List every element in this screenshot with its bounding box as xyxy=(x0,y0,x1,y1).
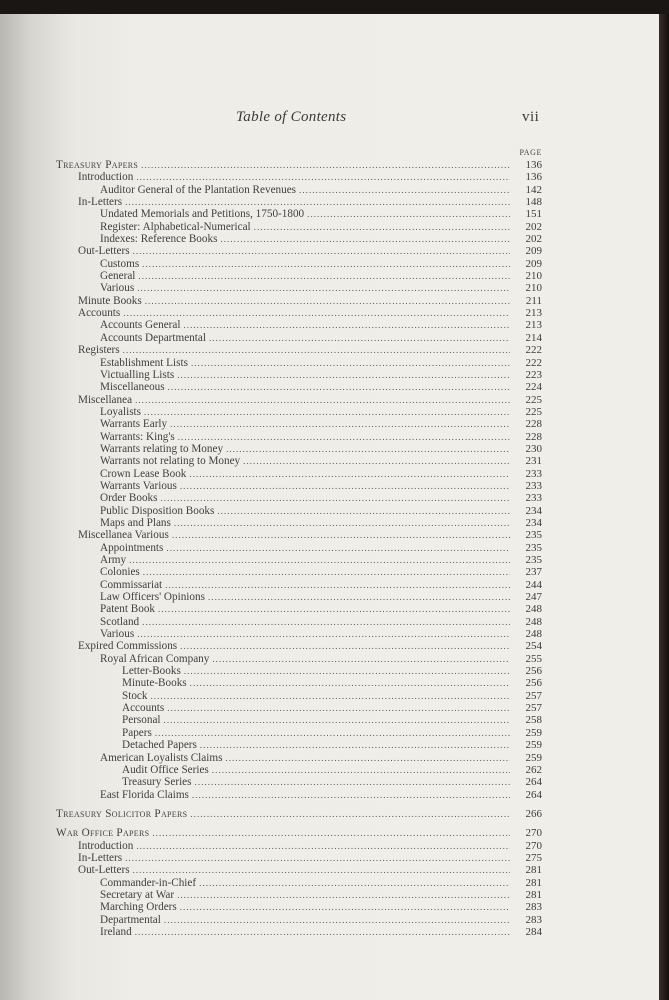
page-number: vii xyxy=(522,109,540,125)
toc-entry-title: War Office Papers xyxy=(56,827,150,840)
toc-entry-page: 283 xyxy=(525,901,542,914)
toc-entry-title: Customs xyxy=(100,257,140,270)
toc-entry-title: In-Letters xyxy=(78,196,123,209)
dot-leader xyxy=(180,901,510,913)
running-header xyxy=(0,109,659,133)
toc-entry-title: Detached Papers xyxy=(122,739,197,752)
dot-leader xyxy=(164,914,510,926)
toc-entry-page: 234 xyxy=(525,516,542,529)
toc-entry-title: Accounts xyxy=(122,702,165,715)
dot-leader xyxy=(225,752,510,764)
dot-leader xyxy=(155,727,510,739)
toc-entry xyxy=(56,653,542,665)
toc-entry-title: Departmental xyxy=(100,913,161,926)
dot-leader xyxy=(209,332,510,344)
toc-entry-page: 233 xyxy=(525,492,542,505)
toc-entry-page: 223 xyxy=(525,368,542,381)
toc-entry xyxy=(56,443,542,455)
toc-entry-title: Papers xyxy=(122,726,152,739)
toc-entry xyxy=(56,406,542,418)
toc-entry-title: Auditor General of the Plantation Revenues xyxy=(100,183,297,196)
toc-entry xyxy=(56,579,542,591)
toc-entry-page: 264 xyxy=(525,788,542,801)
toc-entry-title: Loyalists xyxy=(100,405,142,418)
toc-entry xyxy=(56,808,542,820)
toc-entry-title: General xyxy=(100,270,136,283)
toc-entry-title: Public Disposition Books xyxy=(100,504,215,517)
toc-entry-page: 281 xyxy=(525,888,542,901)
toc-entry-title: Accounts Departmental xyxy=(100,331,206,344)
dot-leader xyxy=(212,764,510,776)
dot-leader xyxy=(243,455,510,467)
dot-leader xyxy=(142,616,510,628)
toc-entry-page: 281 xyxy=(525,864,542,877)
dot-leader xyxy=(180,640,510,652)
dot-leader xyxy=(189,468,510,480)
dot-leader xyxy=(177,369,510,381)
toc-entry xyxy=(56,196,542,208)
toc-entry xyxy=(56,665,542,677)
toc-entry xyxy=(56,789,542,801)
dot-leader xyxy=(123,344,510,356)
toc-entry-page: 234 xyxy=(525,504,542,517)
toc-entry-page: 264 xyxy=(525,776,542,789)
dot-leader xyxy=(212,653,510,665)
toc-entry-page: 235 xyxy=(525,554,542,566)
dot-leader xyxy=(137,282,510,294)
toc-entry-page: 202 xyxy=(525,233,542,246)
toc-entry xyxy=(56,776,542,788)
toc-entry-title: Law Officers' Opinions xyxy=(100,591,205,604)
page-edge-shadow xyxy=(659,14,669,1000)
toc-entry xyxy=(56,332,542,344)
toc-entry-title: Commander-in-Chief xyxy=(100,876,197,889)
toc-entry xyxy=(56,542,542,554)
toc-entry-page: 228 xyxy=(525,418,542,431)
toc-entry xyxy=(56,233,542,245)
dot-leader xyxy=(152,827,510,839)
toc-entry xyxy=(56,505,542,517)
toc-entry-page: 244 xyxy=(525,578,542,591)
toc-entry xyxy=(56,245,542,257)
toc-entry xyxy=(56,566,542,578)
toc-entry-title: Accounts General xyxy=(100,319,181,332)
toc-entry-page: 230 xyxy=(525,442,542,455)
toc-entry-page: 142 xyxy=(525,183,542,196)
dot-leader xyxy=(307,208,510,220)
toc-entry-page: 259 xyxy=(525,739,542,752)
toc-entry xyxy=(56,914,542,926)
toc-entry xyxy=(56,690,542,702)
toc-entry xyxy=(56,640,542,652)
toc-entry-page: 259 xyxy=(525,751,542,764)
toc-entry-title: Treasury Solicitor Papers xyxy=(56,807,188,820)
dot-leader xyxy=(166,542,510,554)
toc-entry-title: Treasury Papers xyxy=(56,159,139,171)
toc-entry xyxy=(56,270,542,282)
toc-entry-page: 275 xyxy=(525,851,542,864)
toc-entry-title: Secretary at War xyxy=(100,888,175,901)
toc-entry-title: In-Letters xyxy=(78,851,123,864)
toc-entry xyxy=(56,714,542,726)
dot-leader xyxy=(136,840,510,852)
toc-entry-title: Stock xyxy=(122,689,148,702)
toc-entry-page: 281 xyxy=(525,876,542,889)
toc-entry-page: 262 xyxy=(525,763,542,776)
toc-entry-title: Colonies xyxy=(100,566,140,579)
toc-entry-title: Register: Alphabetical-Numerical xyxy=(100,220,251,233)
toc-entry xyxy=(56,171,542,183)
toc-entry-page: 247 xyxy=(525,591,542,604)
dot-leader xyxy=(200,739,510,751)
dot-leader xyxy=(178,431,510,443)
dot-leader xyxy=(199,877,510,889)
toc-entry xyxy=(56,208,542,220)
toc-entry-page: 257 xyxy=(525,689,542,702)
toc-entry-title: Warrants Early xyxy=(100,418,168,431)
toc-entry-title: Personal xyxy=(122,714,161,727)
toc-entry-page: 210 xyxy=(525,270,542,283)
toc-entry-title: Minute Books xyxy=(78,294,142,307)
toc-entry-title: Miscellanea Various xyxy=(78,529,169,542)
toc-entry-page: 270 xyxy=(525,827,542,840)
dot-leader xyxy=(174,517,510,529)
dot-leader xyxy=(190,677,510,689)
toc-entry-page: 222 xyxy=(525,344,542,357)
dot-leader xyxy=(190,808,510,820)
toc-entry-page: 233 xyxy=(525,467,542,480)
toc-entry-title: East Florida Claims xyxy=(100,788,189,801)
table-of-contents xyxy=(56,147,542,938)
toc-entry xyxy=(56,492,542,504)
toc-entry-page: 225 xyxy=(525,393,542,406)
toc-entry-title: Warrants: King's xyxy=(100,430,175,443)
dot-leader xyxy=(164,714,510,726)
toc-entry-title: Expired Commissions xyxy=(78,640,178,653)
dot-leader xyxy=(180,480,510,492)
dot-leader xyxy=(150,690,510,702)
toc-entry-title: Accounts xyxy=(78,307,121,320)
toc-entry-page: 248 xyxy=(525,628,542,641)
page-column-label: PAGE xyxy=(519,148,542,157)
toc-entry-page: 209 xyxy=(525,257,542,270)
dot-leader xyxy=(254,221,510,233)
toc-entry xyxy=(56,455,542,467)
toc-entry-page: 148 xyxy=(525,196,542,209)
toc-entry-page: 136 xyxy=(525,171,542,184)
dot-leader xyxy=(142,258,510,270)
toc-entry xyxy=(56,529,542,541)
dot-leader xyxy=(123,307,510,319)
toc-entry-page: 210 xyxy=(525,282,542,295)
toc-entry-page: 222 xyxy=(525,356,542,369)
toc-entry-title: Letter-Books xyxy=(122,665,181,678)
toc-entry xyxy=(56,295,542,307)
dot-leader xyxy=(125,196,510,208)
dot-leader xyxy=(192,789,510,801)
toc-entry-page: 202 xyxy=(525,220,542,233)
toc-entry-title: Warrants not relating to Money xyxy=(100,455,241,468)
toc-entry-title: Marching Orders xyxy=(100,901,177,914)
dot-leader xyxy=(220,233,510,245)
dot-leader xyxy=(170,418,510,430)
dot-leader xyxy=(129,554,510,566)
toc-entry-page: 235 xyxy=(525,541,542,554)
toc-entry xyxy=(56,677,542,689)
dot-leader xyxy=(226,443,510,455)
dot-leader xyxy=(137,628,510,640)
toc-entry xyxy=(56,319,542,331)
dot-leader xyxy=(133,245,510,257)
toc-entry-page: 284 xyxy=(525,925,542,938)
toc-entry-title: Crown Lease Book xyxy=(100,467,187,480)
toc-entry-title: Army xyxy=(100,554,127,566)
toc-entry xyxy=(56,468,542,480)
toc-entry-page: 283 xyxy=(525,913,542,926)
dot-leader xyxy=(144,406,510,418)
toc-entry xyxy=(56,517,542,529)
dot-leader xyxy=(191,357,510,369)
toc-entry-page: 254 xyxy=(525,640,542,653)
dot-leader xyxy=(158,603,510,615)
toc-entry xyxy=(56,926,542,938)
toc-entry-page: 209 xyxy=(525,245,542,258)
dot-leader xyxy=(135,394,510,406)
toc-entry xyxy=(56,258,542,270)
toc-entry xyxy=(56,554,542,566)
toc-entry-page: 151 xyxy=(525,208,542,221)
toc-entry-title: Registers xyxy=(78,344,120,357)
toc-entry-title: Victualling Lists xyxy=(100,368,175,381)
toc-entry-page: 213 xyxy=(525,307,542,320)
toc-entries xyxy=(56,159,542,938)
toc-entry-title: Audit Office Series xyxy=(122,763,209,776)
toc-entry-page: 136 xyxy=(525,159,542,171)
dot-leader xyxy=(165,579,510,591)
toc-entry xyxy=(56,889,542,901)
toc-entry-title: Ireland xyxy=(100,925,132,938)
toc-entry xyxy=(56,394,542,406)
toc-entry-page: 257 xyxy=(525,702,542,715)
toc-entry-page: 258 xyxy=(525,714,542,727)
toc-entry xyxy=(56,840,542,852)
toc-entry-title: Various xyxy=(100,628,135,641)
dot-leader xyxy=(217,505,510,517)
toc-entry xyxy=(56,381,542,393)
dot-leader xyxy=(208,591,510,603)
toc-entry-title: Indexes: Reference Books xyxy=(100,233,218,246)
dot-leader xyxy=(135,926,510,938)
toc-entry xyxy=(56,431,542,443)
toc-entry xyxy=(56,344,542,356)
running-title: Table of Contents xyxy=(236,109,347,125)
toc-entry-title: Establishment Lists xyxy=(100,356,188,369)
toc-entry-title: Patent Book xyxy=(100,603,156,616)
toc-entry xyxy=(56,418,542,430)
toc-entry-page: 233 xyxy=(525,479,542,492)
toc-entry xyxy=(56,877,542,889)
dot-leader xyxy=(183,319,510,331)
toc-entry-page: 225 xyxy=(525,405,542,418)
dot-leader xyxy=(160,492,510,504)
toc-entry-title: Maps and Plans xyxy=(100,516,171,529)
toc-entry xyxy=(56,616,542,628)
toc-entry xyxy=(56,752,542,764)
toc-entry-title: Treasury Series xyxy=(122,776,192,789)
toc-entry-title: Commissariat xyxy=(100,578,163,591)
toc-entry-title: Warrants relating to Money xyxy=(100,442,224,455)
toc-entry xyxy=(56,702,542,714)
toc-entry xyxy=(56,901,542,913)
toc-entry xyxy=(56,739,542,751)
toc-entry-title: Various xyxy=(100,282,135,295)
dot-leader xyxy=(167,702,510,714)
toc-entry-title: Royal African Company xyxy=(100,652,210,665)
dot-leader xyxy=(125,852,510,864)
dot-leader xyxy=(133,864,510,876)
toc-entry xyxy=(56,480,542,492)
toc-entry-page: 256 xyxy=(525,677,542,690)
toc-entry-title: Miscellanea xyxy=(78,393,133,406)
toc-entry-title: Minute-Books xyxy=(122,677,187,690)
dot-leader xyxy=(184,665,510,677)
toc-entry-page: 211 xyxy=(525,294,542,307)
dot-leader xyxy=(141,159,510,171)
toc-entry-title: Out-Letters xyxy=(78,245,130,258)
toc-entry-page: 213 xyxy=(525,319,542,332)
toc-entry-title: Undated Memorials and Petitions, 1750-1800 xyxy=(100,208,305,221)
toc-entry xyxy=(56,221,542,233)
toc-entry xyxy=(56,357,542,369)
toc-entry-title: Out-Letters xyxy=(78,864,130,877)
toc-entry xyxy=(56,852,542,864)
toc-entry-page: 224 xyxy=(525,381,542,394)
dot-leader xyxy=(195,776,510,788)
toc-entry-title: Introduction xyxy=(78,171,134,184)
dot-leader xyxy=(145,295,510,307)
toc-entry-page: 256 xyxy=(525,665,542,678)
dot-leader xyxy=(177,889,510,901)
toc-entry-page: 235 xyxy=(525,529,542,542)
dot-leader xyxy=(138,270,510,282)
toc-entry-page: 259 xyxy=(525,726,542,739)
toc-entry-title: Warrants Various xyxy=(100,479,177,492)
toc-entry xyxy=(56,764,542,776)
toc-entry xyxy=(56,727,542,739)
toc-entry-title: Order Books xyxy=(100,492,158,505)
toc-entry-page: 214 xyxy=(525,331,542,344)
toc-entry xyxy=(56,184,542,196)
toc-entry-title: Miscellaneous xyxy=(100,381,165,394)
dot-leader xyxy=(299,184,510,196)
dot-leader xyxy=(172,529,510,541)
toc-entry-page: 255 xyxy=(525,652,542,665)
toc-entry-title: Scotland xyxy=(100,615,140,628)
toc-entry-page: 228 xyxy=(525,430,542,443)
dot-leader xyxy=(136,171,510,183)
toc-entry xyxy=(56,307,542,319)
toc-entry-page: 266 xyxy=(525,807,542,820)
toc-entry xyxy=(56,591,542,603)
toc-entry-page: 248 xyxy=(525,615,542,628)
toc-entry-title: Introduction xyxy=(78,839,134,852)
dot-leader xyxy=(143,566,510,578)
toc-entry-title: Appointments xyxy=(100,541,164,554)
toc-entry xyxy=(56,159,542,171)
toc-entry-page: 231 xyxy=(525,455,542,468)
dot-leader xyxy=(168,381,510,393)
toc-entry-page: 270 xyxy=(525,839,542,852)
toc-entry xyxy=(56,827,542,839)
toc-entry xyxy=(56,864,542,876)
toc-entry xyxy=(56,603,542,615)
toc-entry xyxy=(56,628,542,640)
toc-entry-title: American Loyalists Claims xyxy=(100,751,223,764)
toc-entry-page: 248 xyxy=(525,603,542,616)
toc-entry xyxy=(56,369,542,381)
toc-entry-page: 237 xyxy=(525,566,542,579)
toc-entry xyxy=(56,282,542,294)
